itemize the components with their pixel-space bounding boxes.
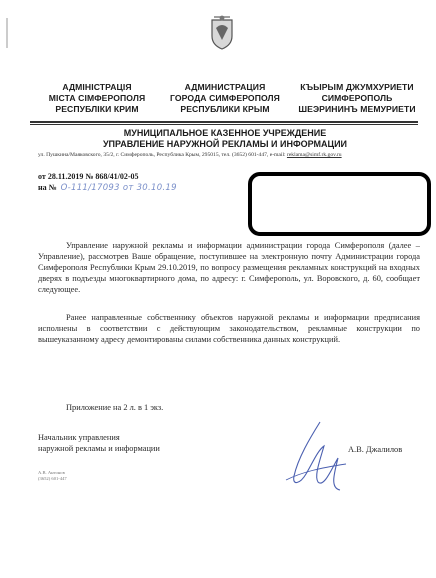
header-right-line: КЪЫРЫМ ДЖУМХУРИЕТИ [300, 82, 414, 92]
email-link[interactable]: reklama@simf.rk.gov.ru [286, 152, 342, 158]
signer-position-line-1: Начальник управления [38, 433, 120, 442]
body-paragraph-2 [38, 312, 420, 345]
reference-label: на № [38, 183, 57, 192]
header-left-line: МІСТА СІМФЕРОПОЛЯ [48, 93, 146, 103]
signer-position [38, 432, 160, 454]
address-line [38, 152, 418, 159]
signer-name: А.В. Джалилов [348, 445, 403, 454]
redacted-recipient-box [248, 172, 431, 236]
institution-line-2: УПРАВЛЕНИЕ НАРУЖНОЙ РЕКЛАМЫ И ИНФОРМАЦИИ [102, 139, 348, 149]
paragraph-text: Ранее направленные собственнику объектов наружной рекламы и информации предписания исполнены в соответствии с действующим законодательством, рекламные конструкции по вышеуказанному адресу демонтированы силами собственника данных конструкций. [38, 313, 420, 344]
header-left-line: РЕСПУБЛІКИ КРИМ [55, 104, 139, 114]
executor-phone: (3652) 601-447 [38, 476, 67, 481]
header-divider [30, 121, 418, 123]
header-right-line: СИМФЕРОПОЛЬ [321, 93, 393, 103]
executor-name: А.В. Антонов [38, 470, 65, 475]
header-right-line: ШЕЭРИНИНЪ МЕМУРИЕТИ [298, 104, 416, 114]
crimea-emblem-icon [209, 14, 235, 50]
institution-line-1: МУНИЦИПАЛЬНОЕ КАЗЕННОЕ УЧРЕЖДЕНИЕ [123, 128, 327, 138]
registration-date-number: от 28.11.2019 № 868/41/02-05 [38, 172, 139, 181]
header-left-line: АДМІНІСТРАЦІЯ [62, 82, 132, 92]
header-crimean-tatar [292, 82, 422, 115]
header-ukrainian [32, 82, 162, 115]
header-russian [160, 82, 290, 115]
handwritten-reference-number: О-111/17093 от 30.10.19 [60, 183, 177, 193]
header-middle-line: ГОРОДА СИМФЕРОПОЛЯ [170, 93, 280, 103]
address-text: ул. Пушкина/Маяковского, 35/2, г. Симферополь, Республика Крым, 295015, тел. (3652) 601-447, e-mail: [38, 152, 287, 158]
paragraph-text: Управление наружной рекламы и информации администрации города Симферополя (далее – Управление), рассмотрев Ваше обращение, поступившее на электронную почту Администрации города Симферополя Республики Крым 29.10.2019, по вопросу размещения рекламных конструкций на входных дверях в подъезды многоквартирного дома, по адресу: г. Симферополь, ул. Воровского, д. 60, сообщает следующее. [38, 241, 420, 294]
scan-margin-mark [6, 18, 8, 48]
executor-info [38, 470, 67, 482]
header-divider-thin [30, 124, 418, 125]
registration-reference [38, 183, 177, 193]
header-middle-line: РЕСПУБЛИКИ КРЫМ [180, 104, 270, 114]
header-middle-line: АДМИНИСТРАЦИЯ [184, 82, 266, 92]
handwritten-signature [280, 418, 350, 498]
enclosure-note: Приложение на 2 л. в 1 экз. [66, 403, 164, 412]
body-paragraph-1 [38, 240, 420, 295]
signer-position-line-2: наружной рекламы и информации [38, 444, 160, 453]
